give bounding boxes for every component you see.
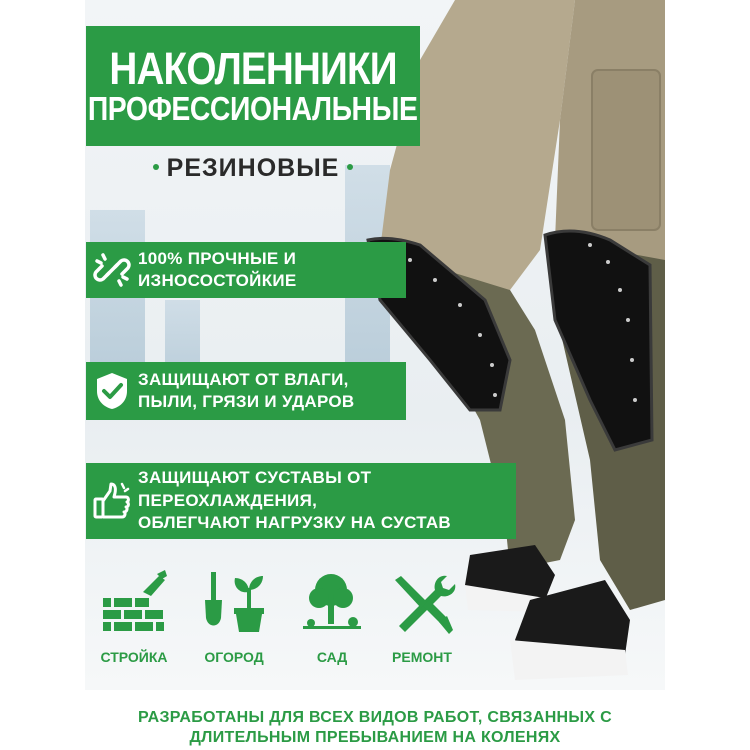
bricks-trowel-icon [99, 570, 169, 636]
tree-icon [297, 570, 367, 636]
category-label: РЕМОНТ [392, 649, 452, 665]
wrench-screwdriver-icon [387, 570, 457, 636]
shield-check-icon [86, 371, 138, 411]
category-garden [286, 570, 378, 665]
category-label: ОГОРОД [204, 649, 264, 665]
category-garden-plot [188, 570, 280, 665]
feature-text [138, 248, 297, 293]
category-construction [88, 570, 180, 665]
feature-line: ОБЛЕГЧАЮТ НАГРУЗКУ НА СУСТАВ [138, 513, 452, 533]
category-label: САД [316, 649, 348, 665]
title-line1: НАКОЛЕННИКИ [109, 43, 397, 95]
footer-text [60, 708, 690, 748]
subtitle [86, 154, 420, 183]
feature-line: ПЕРЕОХЛАЖДЕНИЯ, [138, 490, 318, 510]
category-repair [376, 570, 468, 665]
footer-line: ДЛИТЕЛЬНЫМ ПРЕБЫВАНИЕМ НА КОЛЕНЯХ [189, 729, 561, 746]
feature-durable [86, 242, 406, 298]
dot-right [347, 164, 353, 170]
chain-link-icon [86, 251, 138, 289]
feature-text [138, 369, 354, 414]
feature-line: ЗАЩИЩАЮТ СУСТАВЫ ОТ [138, 468, 372, 488]
title-banner [86, 26, 420, 146]
subtitle-text: РЕЗИНОВЫЕ [166, 154, 340, 182]
feature-line: ЗАЩИЩАЮТ ОТ ВЛАГИ, [138, 369, 349, 389]
feature-line: 100% ПРОЧНЫЕ И [138, 248, 297, 268]
feature-line: ИЗНОСОСТОЙКИЕ [138, 271, 297, 290]
plant-shovel-icon [199, 570, 269, 636]
title-line2: ПРОФЕССИОНАЛЬНЫЕ [88, 90, 418, 128]
thumbs-up-icon [86, 481, 138, 521]
feature-joints [86, 463, 516, 539]
category-label: СТРОЙКА [100, 649, 168, 665]
feature-text [138, 467, 451, 534]
feature-protection [86, 362, 406, 420]
dot-left [153, 164, 159, 170]
feature-line: ПЫЛИ, ГРЯЗИ И УДАРОВ [138, 392, 355, 411]
footer-line: РАЗРАБОТАНЫ ДЛЯ ВСЕХ ВИДОВ РАБОТ, СВЯЗАННЫХ С [138, 709, 612, 726]
